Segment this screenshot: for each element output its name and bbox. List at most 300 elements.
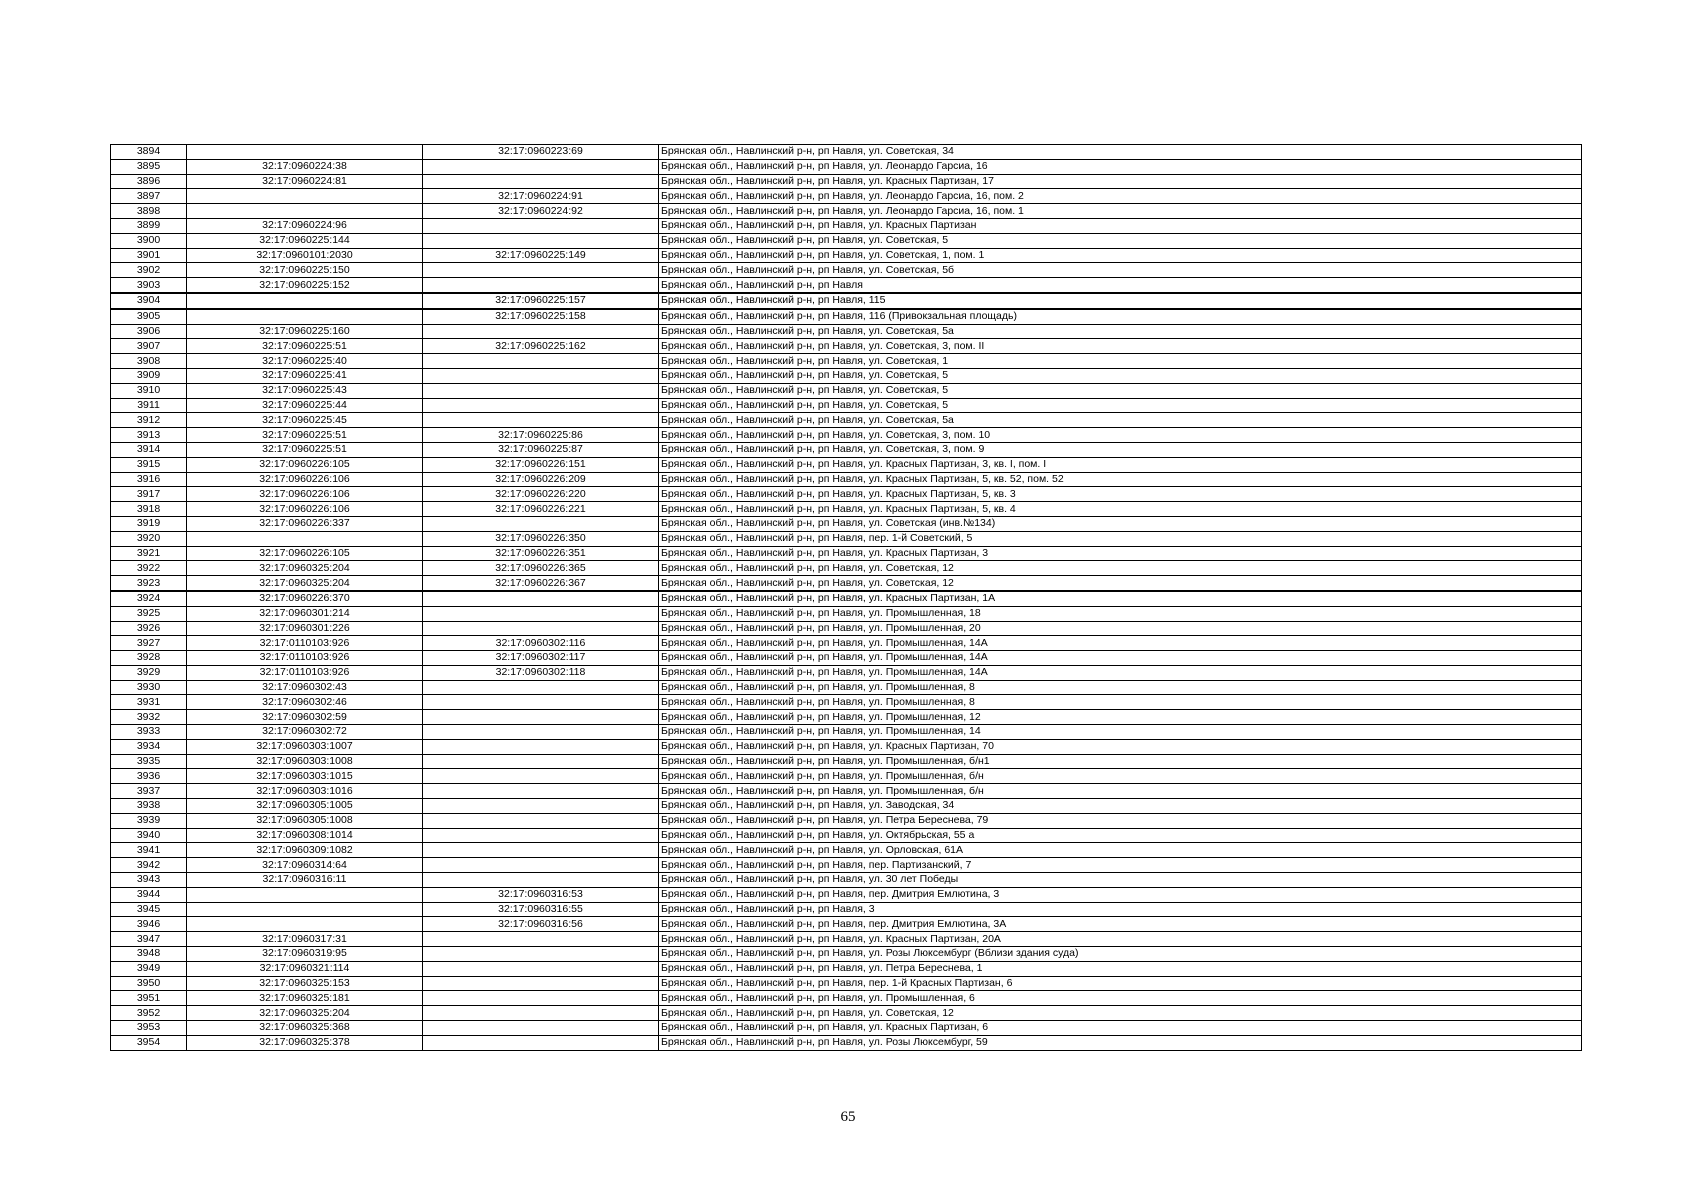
cadastral-number-cell: 32:17:0960225:160 bbox=[187, 324, 423, 339]
object-cadastral-number-cell bbox=[423, 843, 659, 858]
table-row bbox=[111, 1006, 1582, 1021]
table-row bbox=[111, 1035, 1582, 1050]
object-cadastral-number-cell: 32:17:0960223:69 bbox=[423, 145, 659, 160]
object-cadastral-number-cell: 32:17:0960226:220 bbox=[423, 487, 659, 502]
table-row bbox=[111, 606, 1582, 621]
table-row bbox=[111, 710, 1582, 725]
page-number: 65 bbox=[840, 1109, 856, 1125]
table-row bbox=[111, 636, 1582, 651]
cadastral-number-cell: 32:17:0960224:38 bbox=[187, 159, 423, 174]
object-cadastral-number-cell bbox=[423, 710, 659, 725]
table-row bbox=[111, 293, 1582, 309]
object-cadastral-number-cell: 32:17:0960225:87 bbox=[423, 442, 659, 457]
cadastral-number-cell bbox=[187, 917, 423, 932]
address-cell: Брянская обл., Навлинский р-н, рп Навля, ул. Красных Партизан, 1А bbox=[659, 591, 1582, 606]
table-row bbox=[111, 1021, 1582, 1036]
address-cell: Брянская обл., Навлинский р-н, рп Навля, ул. Советская, 3, пом. 9 bbox=[659, 442, 1582, 457]
object-cadastral-number-cell bbox=[423, 606, 659, 621]
row-number-cell: 3920 bbox=[111, 531, 187, 546]
cadastral-number-cell: 32:17:0960224:96 bbox=[187, 218, 423, 233]
object-cadastral-number-cell bbox=[423, 413, 659, 428]
row-number-cell: 3936 bbox=[111, 769, 187, 784]
address-cell: Брянская обл., Навлинский р-н, рп Навля, ул. Красных Партизан, 3, кв. I, пом. I bbox=[659, 457, 1582, 472]
table-row bbox=[111, 961, 1582, 976]
object-cadastral-number-cell bbox=[423, 591, 659, 606]
cadastral-number-cell: 32:17:0960226:106 bbox=[187, 472, 423, 487]
cadastral-number-cell: 32:17:0960224:81 bbox=[187, 174, 423, 189]
cadastral-number-cell: 32:17:0960314:64 bbox=[187, 858, 423, 873]
cadastral-number-cell: 32:17:0960301:226 bbox=[187, 621, 423, 636]
table-row bbox=[111, 739, 1582, 754]
cadastral-number-cell bbox=[187, 309, 423, 324]
row-number-cell: 3954 bbox=[111, 1035, 187, 1050]
address-cell: Брянская обл., Навлинский р-н, рп Навля, пер. Дмитрия Емлютина, 3А bbox=[659, 917, 1582, 932]
row-number-cell: 3949 bbox=[111, 961, 187, 976]
address-cell: Брянская обл., Навлинский р-н, рп Навля bbox=[659, 278, 1582, 293]
address-cell: Брянская обл., Навлинский р-н, рп Навля, ул. Красных Партизан bbox=[659, 218, 1582, 233]
row-number-cell: 3951 bbox=[111, 991, 187, 1006]
address-cell: Брянская обл., Навлинский р-н, рп Навля, ул. Промышленная, б/н bbox=[659, 769, 1582, 784]
cadastral-number-cell: 32:17:0960303:1015 bbox=[187, 769, 423, 784]
object-cadastral-number-cell bbox=[423, 932, 659, 947]
object-cadastral-number-cell bbox=[423, 1006, 659, 1021]
cadastral-number-cell: 32:17:0960303:1007 bbox=[187, 739, 423, 754]
table-row bbox=[111, 383, 1582, 398]
row-number-cell: 3946 bbox=[111, 917, 187, 932]
cadastral-number-cell: 32:17:0960317:31 bbox=[187, 932, 423, 947]
row-number-cell: 3916 bbox=[111, 472, 187, 487]
cadastral-number-cell: 32:17:0110103:926 bbox=[187, 651, 423, 666]
table-row bbox=[111, 591, 1582, 606]
object-cadastral-number-cell bbox=[423, 961, 659, 976]
address-cell: Брянская обл., Навлинский р-н, рп Навля, ул. Красных Партизан, 5, кв. 3 bbox=[659, 487, 1582, 502]
object-cadastral-number-cell bbox=[423, 784, 659, 799]
table-row bbox=[111, 354, 1582, 369]
table-row bbox=[111, 218, 1582, 233]
object-cadastral-number-cell bbox=[423, 383, 659, 398]
object-cadastral-number-cell: 32:17:0960226:365 bbox=[423, 561, 659, 576]
address-cell: Брянская обл., Навлинский р-н, рп Навля, ул. Советская, 12 bbox=[659, 576, 1582, 591]
address-cell: Брянская обл., Навлинский р-н, рп Навля, ул. Советская, 5а bbox=[659, 324, 1582, 339]
table-row bbox=[111, 368, 1582, 383]
table-row bbox=[111, 621, 1582, 636]
table-row bbox=[111, 947, 1582, 962]
row-number-cell: 3894 bbox=[111, 145, 187, 160]
row-number-cell: 3904 bbox=[111, 293, 187, 309]
cadastral-number-cell: 32:17:0960225:51 bbox=[187, 442, 423, 457]
address-cell: Брянская обл., Навлинский р-н, рп Навля, ул. Промышленная, 14 bbox=[659, 725, 1582, 740]
table-row bbox=[111, 263, 1582, 278]
row-number-cell: 3918 bbox=[111, 502, 187, 517]
table-row bbox=[111, 278, 1582, 293]
object-cadastral-number-cell bbox=[423, 621, 659, 636]
row-number-cell: 3931 bbox=[111, 695, 187, 710]
table-row bbox=[111, 976, 1582, 991]
row-number-cell: 3928 bbox=[111, 651, 187, 666]
object-cadastral-number-cell: 32:17:0960302:118 bbox=[423, 665, 659, 680]
object-cadastral-number-cell bbox=[423, 754, 659, 769]
address-cell: Брянская обл., Навлинский р-н, рп Навля, ул. Советская, 1 bbox=[659, 354, 1582, 369]
row-number-cell: 3922 bbox=[111, 561, 187, 576]
table-row bbox=[111, 457, 1582, 472]
cadastral-number-cell: 32:17:0960305:1005 bbox=[187, 799, 423, 814]
table-row bbox=[111, 665, 1582, 680]
table-row bbox=[111, 873, 1582, 888]
table-row bbox=[111, 917, 1582, 932]
cadastral-number-cell: 32:17:0960225:51 bbox=[187, 339, 423, 354]
address-cell: Брянская обл., Навлинский р-н, рп Навля, пер. Дмитрия Емлютина, 3 bbox=[659, 887, 1582, 902]
object-cadastral-number-cell bbox=[423, 1035, 659, 1050]
object-cadastral-number-cell: 32:17:0960225:157 bbox=[423, 293, 659, 309]
object-cadastral-number-cell bbox=[423, 739, 659, 754]
cadastral-number-cell: 32:17:0960325:368 bbox=[187, 1021, 423, 1036]
row-number-cell: 3933 bbox=[111, 725, 187, 740]
object-cadastral-number-cell bbox=[423, 368, 659, 383]
row-number-cell: 3948 bbox=[111, 947, 187, 962]
cadastral-number-cell: 32:17:0960308:1014 bbox=[187, 828, 423, 843]
row-number-cell: 3906 bbox=[111, 324, 187, 339]
address-cell: Брянская обл., Навлинский р-н, рп Навля, ул. Промышленная, 14А bbox=[659, 651, 1582, 666]
cadastral-number-cell: 32:17:0960101:2030 bbox=[187, 248, 423, 263]
object-cadastral-number-cell bbox=[423, 263, 659, 278]
row-number-cell: 3903 bbox=[111, 278, 187, 293]
row-number-cell: 3942 bbox=[111, 858, 187, 873]
address-cell: Брянская обл., Навлинский р-н, рп Навля, ул. Советская, 1, пом. 1 bbox=[659, 248, 1582, 263]
address-cell: Брянская обл., Навлинский р-н, рп Навля, ул. Красных Партизан, 5, кв. 4 bbox=[659, 502, 1582, 517]
address-cell: Брянская обл., Навлинский р-н, рп Навля, ул. Советская, 3, пом. II bbox=[659, 339, 1582, 354]
table-row bbox=[111, 769, 1582, 784]
row-number-cell: 3902 bbox=[111, 263, 187, 278]
table-row bbox=[111, 233, 1582, 248]
object-cadastral-number-cell bbox=[423, 174, 659, 189]
row-number-cell: 3921 bbox=[111, 546, 187, 561]
cadastral-number-cell: 32:17:0960325:204 bbox=[187, 576, 423, 591]
address-cell: Брянская обл., Навлинский р-н, рп Навля, ул. Советская (инв.№134) bbox=[659, 516, 1582, 531]
table-row bbox=[111, 487, 1582, 502]
cadastral-number-cell: 32:17:0960303:1008 bbox=[187, 754, 423, 769]
address-cell: Брянская обл., Навлинский р-н, рп Навля, ул. Промышленная, 18 bbox=[659, 606, 1582, 621]
cadastral-number-cell: 32:17:0960226:337 bbox=[187, 516, 423, 531]
cadastral-number-cell: 32:17:0960226:105 bbox=[187, 546, 423, 561]
object-cadastral-number-cell bbox=[423, 233, 659, 248]
address-cell: Брянская обл., Навлинский р-н, рп Навля, ул. Промышленная, 6 bbox=[659, 991, 1582, 1006]
object-cadastral-number-cell: 32:17:0960226:209 bbox=[423, 472, 659, 487]
cadastral-number-cell: 32:17:0960225:40 bbox=[187, 354, 423, 369]
table-row bbox=[111, 398, 1582, 413]
row-number-cell: 3908 bbox=[111, 354, 187, 369]
cadastral-number-cell bbox=[187, 189, 423, 204]
object-cadastral-number-cell: 32:17:0960225:158 bbox=[423, 309, 659, 324]
cadastral-number-cell: 32:17:0960225:152 bbox=[187, 278, 423, 293]
row-number-cell: 3935 bbox=[111, 754, 187, 769]
cadastral-number-cell: 32:17:0960325:153 bbox=[187, 976, 423, 991]
row-number-cell: 3896 bbox=[111, 174, 187, 189]
cadastral-number-cell: 32:17:0960226:106 bbox=[187, 487, 423, 502]
row-number-cell: 3917 bbox=[111, 487, 187, 502]
object-cadastral-number-cell bbox=[423, 680, 659, 695]
address-cell: Брянская обл., Навлинский р-н, рп Навля, ул. Советская, 3, пом. 10 bbox=[659, 428, 1582, 443]
object-cadastral-number-cell: 32:17:0960302:116 bbox=[423, 636, 659, 651]
cadastral-number-cell: 32:17:0960302:43 bbox=[187, 680, 423, 695]
row-number-cell: 3915 bbox=[111, 457, 187, 472]
row-number-cell: 3934 bbox=[111, 739, 187, 754]
cadastral-number-cell: 32:17:0960225:144 bbox=[187, 233, 423, 248]
address-cell: Брянская обл., Навлинский р-н, рп Навля, ул. Леонардо Гарсиа, 16, пом. 2 bbox=[659, 189, 1582, 204]
table-row bbox=[111, 695, 1582, 710]
cadastral-number-cell: 32:17:0960225:43 bbox=[187, 383, 423, 398]
cadastral-number-cell: 32:17:0960309:1082 bbox=[187, 843, 423, 858]
table-row bbox=[111, 204, 1582, 219]
address-cell: Брянская обл., Навлинский р-н, рп Навля, ул. Петра Береснева, 79 bbox=[659, 813, 1582, 828]
object-cadastral-number-cell: 32:17:0960226:221 bbox=[423, 502, 659, 517]
cadastral-number-cell bbox=[187, 531, 423, 546]
table-row bbox=[111, 174, 1582, 189]
object-cadastral-number-cell bbox=[423, 1021, 659, 1036]
object-cadastral-number-cell bbox=[423, 799, 659, 814]
cadastral-number-cell: 32:17:0960302:59 bbox=[187, 710, 423, 725]
cadastral-number-cell: 32:17:0960226:105 bbox=[187, 457, 423, 472]
address-cell: Брянская обл., Навлинский р-н, рп Навля, ул. Промышленная, 12 bbox=[659, 710, 1582, 725]
object-cadastral-number-cell: 32:17:0960316:56 bbox=[423, 917, 659, 932]
address-cell: Брянская обл., Навлинский р-н, рп Навля, 115 bbox=[659, 293, 1582, 309]
row-number-cell: 3919 bbox=[111, 516, 187, 531]
row-number-cell: 3895 bbox=[111, 159, 187, 174]
table-row bbox=[111, 561, 1582, 576]
row-number-cell: 3897 bbox=[111, 189, 187, 204]
row-number-cell: 3926 bbox=[111, 621, 187, 636]
object-cadastral-number-cell bbox=[423, 324, 659, 339]
table-row bbox=[111, 145, 1582, 160]
table-row bbox=[111, 189, 1582, 204]
object-cadastral-number-cell: 32:17:0960226:151 bbox=[423, 457, 659, 472]
object-cadastral-number-cell bbox=[423, 873, 659, 888]
address-cell: Брянская обл., Навлинский р-н, рп Навля, ул. Красных Партизан, 5, кв. 52, пом. 52 bbox=[659, 472, 1582, 487]
row-number-cell: 3940 bbox=[111, 828, 187, 843]
address-cell: Брянская обл., Навлинский р-н, рп Навля, ул. Петра Береснева, 1 bbox=[659, 961, 1582, 976]
address-cell: Брянская обл., Навлинский р-н, рп Навля, ул. Красных Партизан, 17 bbox=[659, 174, 1582, 189]
table-row bbox=[111, 531, 1582, 546]
cadastral-number-cell: 32:17:0960225:51 bbox=[187, 428, 423, 443]
table-row bbox=[111, 339, 1582, 354]
row-number-cell: 3953 bbox=[111, 1021, 187, 1036]
table-row bbox=[111, 413, 1582, 428]
cadastral-number-cell: 32:17:0960316:11 bbox=[187, 873, 423, 888]
row-number-cell: 3907 bbox=[111, 339, 187, 354]
table-row bbox=[111, 651, 1582, 666]
object-cadastral-number-cell: 32:17:0960302:117 bbox=[423, 651, 659, 666]
row-number-cell: 3937 bbox=[111, 784, 187, 799]
address-cell: Брянская обл., Навлинский р-н, рп Навля, ул. Советская, 5 bbox=[659, 368, 1582, 383]
table-row bbox=[111, 991, 1582, 1006]
row-number-cell: 3950 bbox=[111, 976, 187, 991]
table-row bbox=[111, 902, 1582, 917]
row-number-cell: 3939 bbox=[111, 813, 187, 828]
address-cell: Брянская обл., Навлинский р-н, рп Навля, 3 bbox=[659, 902, 1582, 917]
object-cadastral-number-cell: 32:17:0960225:86 bbox=[423, 428, 659, 443]
address-cell: Брянская обл., Навлинский р-н, рп Навля, ул. Промышленная, б/н bbox=[659, 784, 1582, 799]
address-cell: Брянская обл., Навлинский р-н, рп Навля, 116 (Привокзальная площадь) bbox=[659, 309, 1582, 324]
cadastral-number-cell: 32:17:0960305:1008 bbox=[187, 813, 423, 828]
property-table bbox=[110, 144, 1582, 1051]
table-row bbox=[111, 858, 1582, 873]
table-row bbox=[111, 754, 1582, 769]
cadastral-number-cell: 32:17:0110103:926 bbox=[187, 665, 423, 680]
object-cadastral-number-cell bbox=[423, 991, 659, 1006]
table-row bbox=[111, 546, 1582, 561]
cadastral-number-cell: 32:17:0960321:114 bbox=[187, 961, 423, 976]
cadastral-number-cell bbox=[187, 204, 423, 219]
cadastral-number-cell bbox=[187, 145, 423, 160]
object-cadastral-number-cell: 32:17:0960225:162 bbox=[423, 339, 659, 354]
address-cell: Брянская обл., Навлинский р-н, рп Навля, пер. 1-й Советский, 5 bbox=[659, 531, 1582, 546]
table-row bbox=[111, 799, 1582, 814]
address-cell: Брянская обл., Навлинский р-н, рп Навля, ул. Советская, 12 bbox=[659, 1006, 1582, 1021]
table-row bbox=[111, 725, 1582, 740]
address-cell: Брянская обл., Навлинский р-н, рп Навля, ул. Промышленная, 14А bbox=[659, 665, 1582, 680]
table-row bbox=[111, 887, 1582, 902]
row-number-cell: 3924 bbox=[111, 591, 187, 606]
address-cell: Брянская обл., Навлинский р-н, рп Навля, ул. Советская, 5а bbox=[659, 413, 1582, 428]
row-number-cell: 3899 bbox=[111, 218, 187, 233]
object-cadastral-number-cell: 32:17:0960226:350 bbox=[423, 531, 659, 546]
address-cell: Брянская обл., Навлинский р-н, рп Навля, ул. Розы Люксембург (Вблизи здания суда) bbox=[659, 947, 1582, 962]
row-number-cell: 3947 bbox=[111, 932, 187, 947]
table-row bbox=[111, 309, 1582, 324]
table-row bbox=[111, 516, 1582, 531]
address-cell: Брянская обл., Навлинский р-н, рп Навля, ул. 30 лет Победы bbox=[659, 873, 1582, 888]
cadastral-number-cell: 32:17:0960302:46 bbox=[187, 695, 423, 710]
object-cadastral-number-cell: 32:17:0960226:351 bbox=[423, 546, 659, 561]
address-cell: Брянская обл., Навлинский р-н, рп Навля, ул. Заводская, 34 bbox=[659, 799, 1582, 814]
object-cadastral-number-cell bbox=[423, 516, 659, 531]
address-cell: Брянская обл., Навлинский р-н, рп Навля, ул. Промышленная, 8 bbox=[659, 695, 1582, 710]
object-cadastral-number-cell bbox=[423, 828, 659, 843]
cadastral-number-cell: 32:17:0960325:204 bbox=[187, 1006, 423, 1021]
table-row bbox=[111, 442, 1582, 457]
address-cell: Брянская обл., Навлинский р-н, рп Навля, ул. Красных Партизан, 6 bbox=[659, 1021, 1582, 1036]
table-row bbox=[111, 502, 1582, 517]
object-cadastral-number-cell bbox=[423, 976, 659, 991]
address-cell: Брянская обл., Навлинский р-н, рп Навля, ул. Розы Люксембург, 59 bbox=[659, 1035, 1582, 1050]
address-cell: Брянская обл., Навлинский р-н, рп Навля, пер. 1-й Красных Партизан, 6 bbox=[659, 976, 1582, 991]
cadastral-number-cell: 32:17:0960301:214 bbox=[187, 606, 423, 621]
address-cell: Брянская обл., Навлинский р-н, рп Навля, ул. Красных Партизан, 70 bbox=[659, 739, 1582, 754]
object-cadastral-number-cell bbox=[423, 278, 659, 293]
row-number-cell: 3914 bbox=[111, 442, 187, 457]
address-cell: Брянская обл., Навлинский р-н, рп Навля, ул. Советская, 5 bbox=[659, 233, 1582, 248]
table-row bbox=[111, 159, 1582, 174]
cadastral-number-cell: 32:17:0960225:150 bbox=[187, 263, 423, 278]
cadastral-number-cell: 32:17:0960226:106 bbox=[187, 502, 423, 517]
object-cadastral-number-cell: 32:17:0960316:53 bbox=[423, 887, 659, 902]
row-number-cell: 3905 bbox=[111, 309, 187, 324]
table-body bbox=[111, 145, 1582, 1051]
address-cell: Брянская обл., Навлинский р-н, рп Навля, ул. Советская, 5б bbox=[659, 263, 1582, 278]
row-number-cell: 3911 bbox=[111, 398, 187, 413]
object-cadastral-number-cell bbox=[423, 725, 659, 740]
address-cell: Брянская обл., Навлинский р-н, рп Навля, ул. Промышленная, 8 bbox=[659, 680, 1582, 695]
object-cadastral-number-cell bbox=[423, 398, 659, 413]
row-number-cell: 3952 bbox=[111, 1006, 187, 1021]
object-cadastral-number-cell: 32:17:0960226:367 bbox=[423, 576, 659, 591]
object-cadastral-number-cell bbox=[423, 695, 659, 710]
address-cell: Брянская обл., Навлинский р-н, рп Навля, ул. Леонардо Гарсиа, 16, пом. 1 bbox=[659, 204, 1582, 219]
row-number-cell: 3898 bbox=[111, 204, 187, 219]
cadastral-number-cell: 32:17:0960319:95 bbox=[187, 947, 423, 962]
cadastral-number-cell: 32:17:0960225:44 bbox=[187, 398, 423, 413]
cadastral-number-cell bbox=[187, 293, 423, 309]
cadastral-number-cell: 32:17:0960303:1016 bbox=[187, 784, 423, 799]
table-row bbox=[111, 828, 1582, 843]
table-row bbox=[111, 680, 1582, 695]
table-row bbox=[111, 784, 1582, 799]
row-number-cell: 3938 bbox=[111, 799, 187, 814]
row-number-cell: 3945 bbox=[111, 902, 187, 917]
address-cell: Брянская обл., Навлинский р-н, рп Навля, ул. Советская, 12 bbox=[659, 561, 1582, 576]
address-cell: Брянская обл., Навлинский р-н, рп Навля, ул. Октябрьская, 55 а bbox=[659, 828, 1582, 843]
row-number-cell: 3913 bbox=[111, 428, 187, 443]
object-cadastral-number-cell: 32:17:0960225:149 bbox=[423, 248, 659, 263]
row-number-cell: 3944 bbox=[111, 887, 187, 902]
row-number-cell: 3941 bbox=[111, 843, 187, 858]
object-cadastral-number-cell bbox=[423, 769, 659, 784]
table-row bbox=[111, 324, 1582, 339]
address-cell: Брянская обл., Навлинский р-н, рп Навля, ул. Промышленная, 20 bbox=[659, 621, 1582, 636]
address-cell: Брянская обл., Навлинский р-н, рп Навля, ул. Красных Партизан, 20А bbox=[659, 932, 1582, 947]
cadastral-number-cell: 32:17:0960225:45 bbox=[187, 413, 423, 428]
table-row bbox=[111, 428, 1582, 443]
cadastral-number-cell: 32:17:0960325:181 bbox=[187, 991, 423, 1006]
object-cadastral-number-cell bbox=[423, 159, 659, 174]
row-number-cell: 3909 bbox=[111, 368, 187, 383]
table-row bbox=[111, 843, 1582, 858]
address-cell: Брянская обл., Навлинский р-н, рп Навля, ул. Леонардо Гарсиа, 16 bbox=[659, 159, 1582, 174]
cadastral-number-cell: 32:17:0960226:370 bbox=[187, 591, 423, 606]
object-cadastral-number-cell bbox=[423, 858, 659, 873]
row-number-cell: 3901 bbox=[111, 248, 187, 263]
table-row bbox=[111, 932, 1582, 947]
object-cadastral-number-cell bbox=[423, 813, 659, 828]
row-number-cell: 3929 bbox=[111, 665, 187, 680]
row-number-cell: 3910 bbox=[111, 383, 187, 398]
table-row bbox=[111, 248, 1582, 263]
cadastral-number-cell bbox=[187, 902, 423, 917]
object-cadastral-number-cell: 32:17:0960224:91 bbox=[423, 189, 659, 204]
object-cadastral-number-cell bbox=[423, 354, 659, 369]
address-cell: Брянская обл., Навлинский р-н, рп Навля, ул. Орловская, 61А bbox=[659, 843, 1582, 858]
row-number-cell: 3943 bbox=[111, 873, 187, 888]
cadastral-number-cell: 32:17:0110103:926 bbox=[187, 636, 423, 651]
table-row bbox=[111, 813, 1582, 828]
row-number-cell: 3923 bbox=[111, 576, 187, 591]
row-number-cell: 3925 bbox=[111, 606, 187, 621]
cadastral-number-cell: 32:17:0960225:41 bbox=[187, 368, 423, 383]
address-cell: Брянская обл., Навлинский р-н, рп Навля, ул. Красных Партизан, 3 bbox=[659, 546, 1582, 561]
address-cell: Брянская обл., Навлинский р-н, рп Навля, пер. Партизанский, 7 bbox=[659, 858, 1582, 873]
cadastral-number-cell bbox=[187, 887, 423, 902]
address-cell: Брянская обл., Навлинский р-н, рп Навля, ул. Советская, 34 bbox=[659, 145, 1582, 160]
address-cell: Брянская обл., Навлинский р-н, рп Навля, ул. Советская, 5 bbox=[659, 383, 1582, 398]
object-cadastral-number-cell bbox=[423, 218, 659, 233]
row-number-cell: 3900 bbox=[111, 233, 187, 248]
cadastral-number-cell: 32:17:0960325:378 bbox=[187, 1035, 423, 1050]
row-number-cell: 3932 bbox=[111, 710, 187, 725]
cadastral-number-cell: 32:17:0960325:204 bbox=[187, 561, 423, 576]
row-number-cell: 3927 bbox=[111, 636, 187, 651]
row-number-cell: 3912 bbox=[111, 413, 187, 428]
address-cell: Брянская обл., Навлинский р-н, рп Навля, ул. Советская, 5 bbox=[659, 398, 1582, 413]
address-cell: Брянская обл., Навлинский р-н, рп Навля, ул. Промышленная, 14А bbox=[659, 636, 1582, 651]
